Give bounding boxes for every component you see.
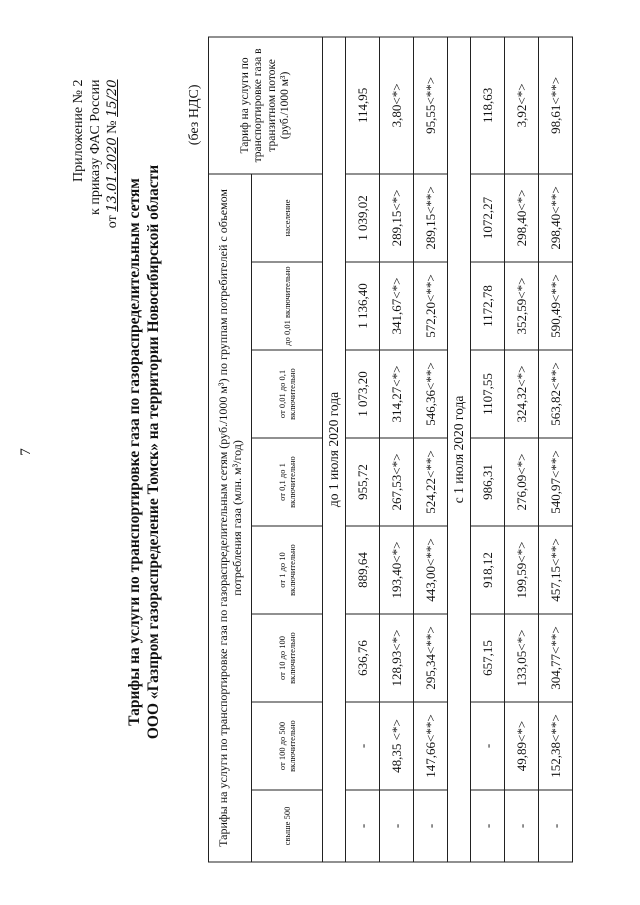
title-line-2: ООО «Газпром газораспределение Томск» на территории Новосибирской области	[145, 164, 162, 740]
tariff-cell: 1072,27	[471, 174, 505, 262]
group-header: от 0,01 до 0,1 включительно	[252, 350, 323, 438]
group-header: от 10 до 100 включительно	[252, 614, 323, 702]
handwritten-date: 13.01.2020	[105, 137, 120, 212]
tariff-cell: -	[346, 702, 380, 790]
tariff-cell: 324,32<*>	[505, 350, 539, 438]
tariff-cell: 590,49<**>	[539, 262, 573, 350]
tariff-cell: 267,53<*>	[380, 438, 414, 526]
tariff-cell: 118,63	[471, 37, 505, 174]
tariff-cell: 657,15	[471, 614, 505, 702]
tariff-cell: 341,67<*>	[380, 262, 414, 350]
tariff-cell: 147,66<**>	[414, 702, 448, 790]
tariff-cell: -	[414, 790, 448, 862]
tariff-cell: -	[539, 790, 573, 862]
appendix-number-sign: №	[105, 120, 120, 134]
tariff-cell: 986,31	[471, 438, 505, 526]
tariff-cell: 457,15<**>	[539, 526, 573, 614]
tariff-cell: 1 073,20	[346, 350, 380, 438]
tariff-cell: 128,93<*>	[380, 614, 414, 702]
period-label: с 1 июля 2020 года	[448, 37, 471, 862]
tariff-cell: 1172,78	[471, 262, 505, 350]
table-row	[380, 37, 414, 862]
tariff-cell: 540,97<**>	[539, 438, 573, 526]
tariff-cell: 289,15<*>	[380, 174, 414, 262]
tariff-cell: 276,09<*>	[505, 438, 539, 526]
group-header: до 0,01 включительно	[252, 262, 323, 350]
tariff-cell: -	[505, 790, 539, 862]
tariff-cell: 95,55<**>	[414, 37, 448, 174]
tariff-cell: 889,64	[346, 526, 380, 614]
tariff-cell: 298,40<*>	[505, 174, 539, 262]
group-header: от 100 до 500 включительно	[252, 702, 323, 790]
tariff-cell: 572,20<**>	[414, 262, 448, 350]
tariff-cell: 3,92<*>	[505, 37, 539, 174]
tariff-cell: 1107,55	[471, 350, 505, 438]
table-row	[414, 37, 448, 862]
tariff-cell: 199,59<*>	[505, 526, 539, 614]
table-row	[346, 37, 380, 862]
tariff-cell: 114,95	[346, 37, 380, 174]
tariff-cell: 546,36<**>	[414, 350, 448, 438]
tariff-cell: 1 136,40	[346, 262, 380, 350]
tariff-cell: 304,77<**>	[539, 614, 573, 702]
appendix-block	[70, 80, 121, 229]
tariff-cell: 48,35 <*>	[380, 702, 414, 790]
tariff-cell: -	[471, 790, 505, 862]
tariff-cell: 193,40<*>	[380, 526, 414, 614]
table-row	[539, 37, 573, 862]
tariff-cell: -	[346, 790, 380, 862]
tariff-cell: 133,05<*>	[505, 614, 539, 702]
title-line-1: Тарифы на услуги по транспортировке газа по газораспределительным сетям	[126, 178, 143, 726]
appendix-order-ref: к приказу ФАС России	[88, 79, 103, 215]
group-header: от 1 до 10 включительно	[252, 526, 323, 614]
transit-header: Тариф на услуги по транспортировке газа в транзитном потоке (руб./1000 м³)	[209, 37, 323, 174]
appendix-title: Приложение № 2	[71, 79, 86, 182]
tariff-cell: 636,76	[346, 614, 380, 702]
period-label: до 1 июля 2020 года	[323, 37, 346, 862]
tariff-cell: 918,12	[471, 526, 505, 614]
tariff-cell: 295,34<**>	[414, 614, 448, 702]
tariff-cell: 1 039,02	[346, 174, 380, 262]
tariff-cell: 524,22<**>	[414, 438, 448, 526]
vat-note: (без НДС)	[187, 84, 202, 146]
period-row	[323, 37, 346, 862]
table-row	[505, 37, 539, 862]
tariff-cell: 563,82<**>	[539, 350, 573, 438]
appendix-date-line	[104, 80, 121, 229]
document-title	[125, 0, 163, 905]
period-row	[448, 37, 471, 862]
tariff-cell: 352,59<*>	[505, 262, 539, 350]
main-header: Тарифы на услуги по транспортировке газа по газораспределительным сетям (руб./1000 м³) по группам потребителей с объемом потребления газа (млн. м³/год)	[209, 174, 252, 862]
tariff-cell: 3,80<*>	[380, 37, 414, 174]
tariff-cell: 152,38<**>	[539, 702, 573, 790]
tariff-cell: 49,89<*>	[505, 702, 539, 790]
tariff-cell: 289,15<**>	[414, 174, 448, 262]
tariff-table	[208, 36, 573, 862]
group-header: от 0,1 до 1 включительно	[252, 438, 323, 526]
group-header: население	[252, 174, 323, 262]
tariff-cell: 298,40<**>	[539, 174, 573, 262]
page-number: 7	[18, 448, 34, 456]
tariff-cell: -	[471, 702, 505, 790]
table-row	[471, 37, 505, 862]
tariff-cell: -	[380, 790, 414, 862]
tariff-cell: 443,00<**>	[414, 526, 448, 614]
tariff-cell: 98,61<**>	[539, 37, 573, 174]
handwritten-order-number: 15/20	[105, 79, 120, 117]
tariff-cell: 955,72	[346, 438, 380, 526]
tariff-cell: 314,27<*>	[380, 350, 414, 438]
tariff-table-body	[323, 37, 573, 862]
appendix-date-prefix: от	[105, 215, 120, 229]
group-header: свыше 500	[252, 790, 323, 862]
